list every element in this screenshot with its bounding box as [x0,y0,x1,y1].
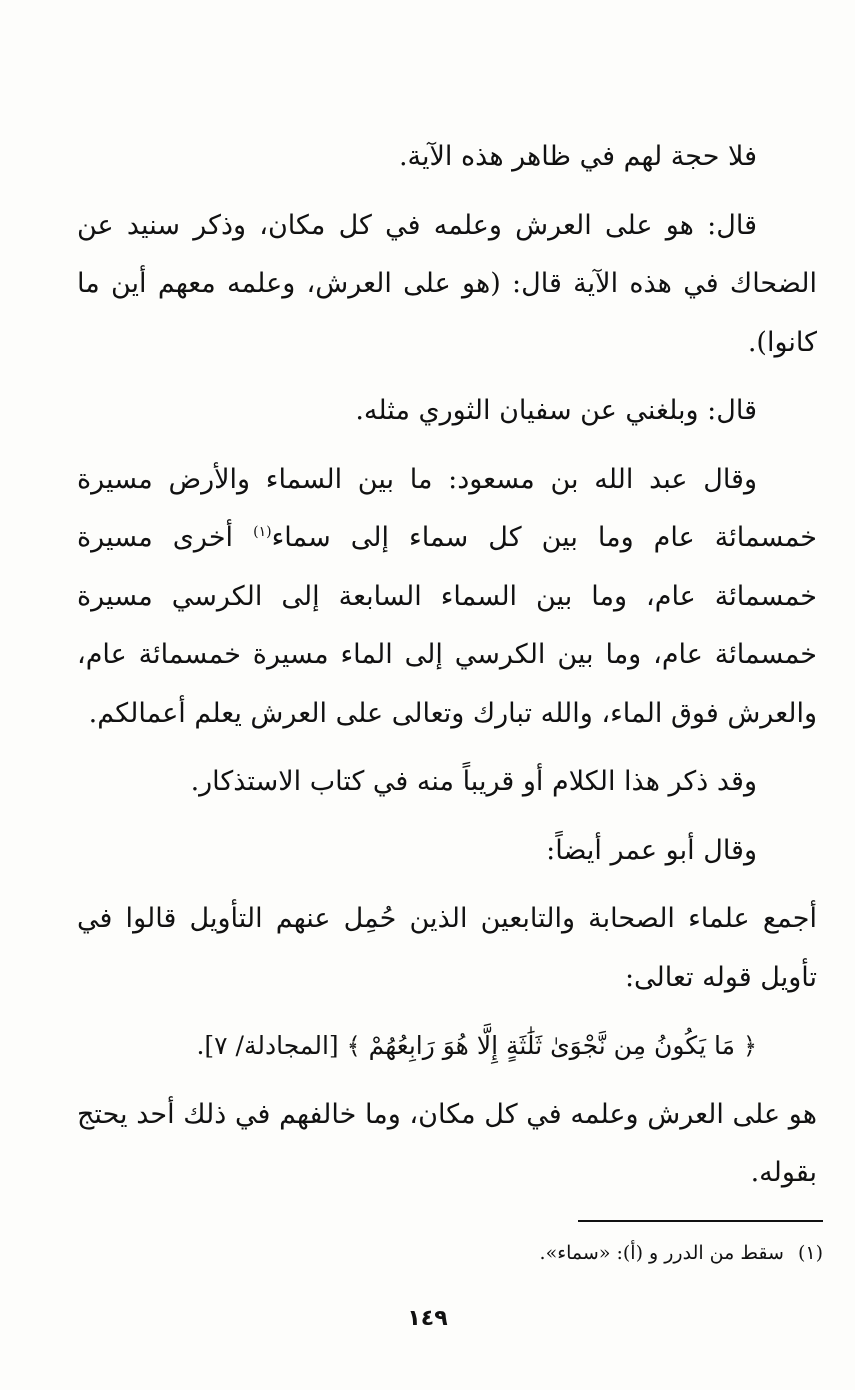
paragraph-8 [77,1086,817,1203]
quran-bracket-open: ﴿ [742,1032,757,1060]
paragraph-1-text: فلا حجة لهم في ظاهر هذه الآية. [398,141,757,172]
paragraph-4 [77,451,817,744]
paragraph-4-text-a: وقال عبد الله بن مسعود: ما بين السماء والأرض مسيرة خمسمائة عام وما بين كل سماء إلى سماء [77,463,817,553]
quran-verse-text: مَا يَكُونُ مِن نَّجْوَىٰ ثَلَٰثَةٍ إِلَّا هُوَ رَابِعُهُمْ [368,1031,735,1060]
quran-bracket-close: ﴾ [346,1032,361,1060]
paragraph-4-text-b: أخرى مسيرة خمسمائة عام، وما بين السماء السابعة إلى الكرسي مسيرة خمسمائة عام، وما بين الكرسي إلى الماء مسيرة خمسمائة عام، والعرش فوق الماء، والله تبارك وتعالى على العرش يعلم أعمالكم. [77,522,817,729]
paragraph-2 [77,197,817,373]
paragraph-7-text: أجمع علماء الصحابة والتابعين الذين حُمِل عنهم التأويل قالوا في تأويل قوله تعالى: [77,903,817,993]
paragraph-5 [77,753,817,812]
paragraph-1 [77,128,817,187]
paragraph-2-text: قال: هو على العرش وعلمه في كل مكان، وذكر سنيد عن الضحاك في هذه الآية قال: (هو على العرش، وعلمه معهم أين ما كانوا). [77,209,817,358]
quran-reference: [المجادلة/ ٧]. [196,1031,339,1060]
paragraph-7 [77,890,817,1007]
footnote-marker: (١) [253,524,272,540]
body-text [77,128,817,1213]
footnote-text: سقط من الدرر و (أ): «سماء». [539,1242,784,1264]
paragraph-3 [77,382,817,441]
paragraph-6 [77,822,817,881]
footnote-separator [578,1220,823,1222]
paragraph-3-text: قال: وبلغني عن سفيان الثوري مثله. [355,395,757,426]
paragraph-5-text: وقد ذكر هذا الكلام أو قريباً منه في كتاب الاستذكار. [190,766,757,797]
quran-verse [77,1017,817,1076]
footnote [83,1238,823,1268]
footnote-number: (١) [797,1242,823,1264]
paragraph-6-text: وقال أبو عمر أيضاً: [546,834,757,866]
page-number: ١٤٩ [407,1306,448,1331]
paragraph-8-text: هو على العرش وعلمه في كل مكان، وما خالفهم في ذلك أحد يحتج بقوله. [77,1098,817,1188]
